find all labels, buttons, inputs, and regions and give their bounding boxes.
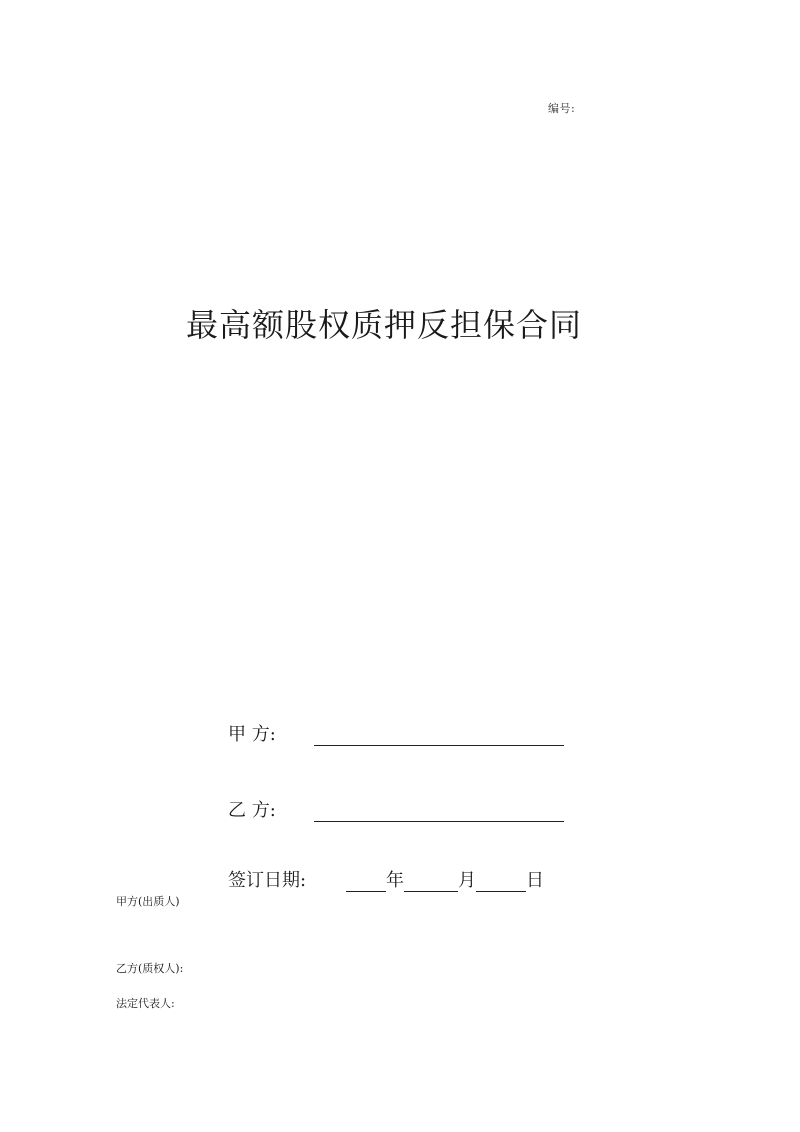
year-unit: 年 [386,870,404,891]
legal-representative-line: 法定代表人: [116,997,175,1010]
year-blank-line [346,873,386,892]
sign-date-field [228,866,544,892]
month-blank-line [404,873,458,892]
sign-date-label: 签订日期: [228,870,307,891]
party-b-label: 乙 方: [228,800,276,821]
contract-number-label: 编号: [548,102,576,115]
party-b-blank-line [314,803,564,822]
month-unit: 月 [458,870,476,891]
document-title: 最高额股权质押反担保合同 [186,306,583,344]
party-b-field [228,796,564,822]
party-b-pledgee-line: 乙方(质权人): [116,962,184,975]
party-a-pledgor-line: 甲方(出质人) [116,895,180,908]
day-blank-line [476,873,526,892]
party-a-blank-line [314,727,564,746]
party-a-label: 甲 方: [228,724,276,745]
party-a-field [228,720,564,746]
day-unit: 日 [526,870,544,891]
